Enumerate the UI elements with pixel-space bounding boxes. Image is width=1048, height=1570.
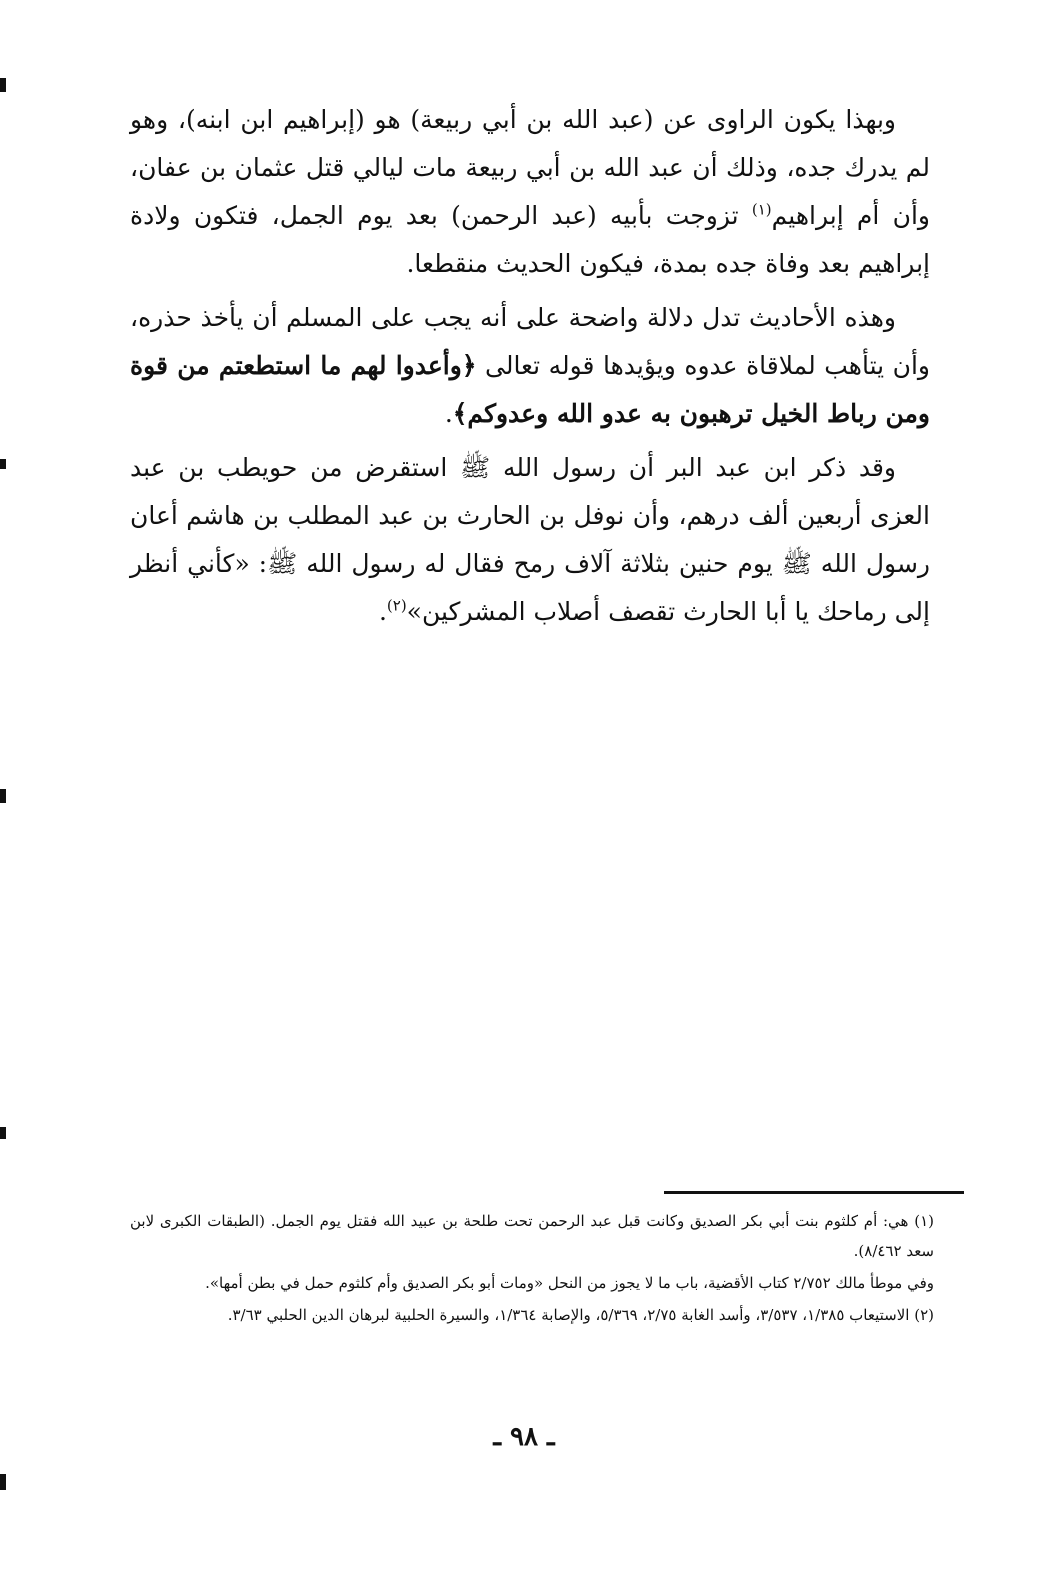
paragraph-1-text: وبهذا يكون الراوى عن (عبد الله بن أبي ربيعة) هو (إبراهيم ابن ابنه)، وهو لم يدرك جده، وذلك أن عبد الله بن أبي ربيعة مات ليالي قتل عثمان بن عفان، وأن أم إبراهيم xyxy=(130,105,930,230)
scan-edge-mark xyxy=(0,459,6,469)
quran-quote: ﴿وأعدوا لهم ما استطعتم من قوة ومن رباط الخيل ترهبون به عدو الله وعدوكم﴾ xyxy=(130,351,930,428)
footnote-ref-2[interactable]: (٢) xyxy=(386,596,407,615)
footnote-ref-1[interactable]: (١) xyxy=(751,200,772,219)
paragraph-1-text-after: تزوجت بأبيه (عبد الرحمن) بعد يوم الجمل، فتكون ولادة إبراهيم بعد وفاة جده بمدة، فيكون الحديث منقطعا. xyxy=(130,201,930,278)
footnote-1-continued: وفي موطأ مالك ٢/٧٥٢ كتاب الأقضية، باب ما لا يجوز من النحل «ومات أبو بكر الصديق وأم كلثوم حمل في بطن أمها». xyxy=(205,1274,934,1292)
scan-edge-mark xyxy=(0,1474,6,1490)
paragraph-1 xyxy=(130,96,930,288)
footnote-separator xyxy=(664,1191,964,1194)
paragraph-2 xyxy=(130,294,930,438)
paragraph-3-text: وقد ذكر ابن عبد البر أن رسول الله ﷺ استقرض من حويطب بن عبد العزى أربعين ألف درهم، وأن نوفل بن الحارث بن عبد المطلب بن هاشم أعان رسول الله ﷺ يوم حنين بثلاثة آلاف رمح فقال له رسول الله ﷺ: «كأني أنظر إلى رماحك يا أبا الحارث تقصف أصلاب المشركين» xyxy=(130,453,930,626)
page-number: ـ ٩٨ ـ xyxy=(493,1422,555,1452)
scan-edge-mark xyxy=(0,789,6,803)
scan-edge-mark xyxy=(0,78,6,92)
paragraph-2-text: وهذه الأحاديث تدل دلالة واضحة على أنه يجب على المسلم أن يأخذ حذره، وأن يتأهب لملاقاة عدوه ويؤيدها قوله تعالى xyxy=(130,303,930,380)
paragraph-3-text-after: . xyxy=(378,597,387,626)
main-text xyxy=(130,96,930,642)
footnote-2: (٢) الاستيعاب ١/٣٨٥، ٣/٥٣٧، وأسد الغابة ٢/٧٥، ٥/٣٦٩، والإصابة ١/٣٦٤، والسيرة الحلبية لبرهان الدين الحلبي ٣/٦٣. xyxy=(227,1306,934,1324)
paragraph-2-text-after: . xyxy=(444,399,453,428)
footnotes xyxy=(130,1206,934,1332)
footnote-1: (١) هي: أم كلثوم بنت أبي بكر الصديق وكانت قبل عبد الرحمن تحت طلحة بن عبيد الله فقتل يوم الجمل. (الطبقات الكبرى لابن سعد ٨/٤٦٢). xyxy=(130,1212,934,1260)
paragraph-3 xyxy=(130,444,930,636)
scan-edge-mark xyxy=(0,1127,6,1139)
